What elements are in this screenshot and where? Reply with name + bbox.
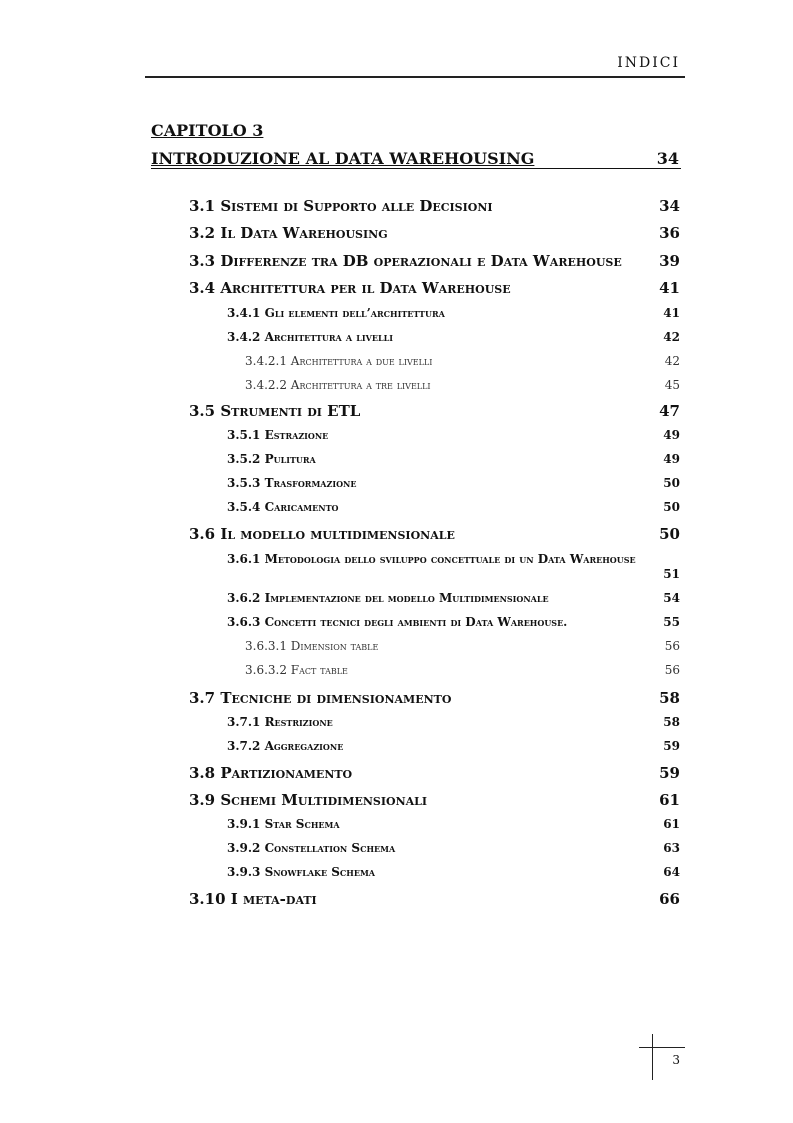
toc-entry-3-4-2[interactable] — [227, 330, 680, 346]
corner-mark-vertical — [652, 1034, 653, 1080]
toc-entry-title: 3.6.1 Metodologia dello sviluppo concettuale di un Data Warehouse — [227, 552, 636, 566]
toc-entry-page: 66 — [659, 890, 680, 908]
toc-entry-page: 47 — [659, 402, 680, 420]
toc-entry-page: 41 — [663, 306, 680, 320]
toc-entry-title: 3.5.4 Caricamento — [227, 500, 339, 514]
toc-entry-3-5-3[interactable] — [227, 476, 680, 492]
toc-entry-page: 41 — [659, 279, 680, 297]
running-head: INDICI — [617, 55, 680, 71]
toc-entry-page: 50 — [663, 476, 680, 490]
toc-entry-title: 3.4.2 Architettura a livelli — [227, 330, 393, 344]
toc-entry-3-6-3[interactable] — [227, 615, 680, 631]
toc-entry-page: 51 — [663, 567, 680, 581]
toc-entry-title: 3.4.2.2 Architettura a tre livelli — [245, 378, 431, 392]
page-number: 3 — [672, 1053, 680, 1067]
toc-entry-page: 58 — [659, 689, 680, 707]
toc-entry-page: 61 — [659, 791, 680, 809]
chapter-title-underline — [151, 168, 681, 169]
toc-entry-page: 42 — [663, 330, 680, 344]
toc-entry-title: 3.6.2 Implementazione del modello Multidimensionale — [227, 591, 549, 605]
toc-entry-3-9-3[interactable] — [227, 865, 680, 881]
toc-entry-3-9[interactable] — [189, 791, 680, 811]
toc-entry-3-6-1[interactable] — [227, 551, 680, 583]
toc-entry-title: 3.4.1 Gli elementi dell’architettura — [227, 306, 445, 320]
toc-entry-title: 3.5.3 Trasformazione — [227, 476, 357, 490]
toc-entry-3-3[interactable] — [189, 252, 680, 272]
chapter-label: CAPITOLO 3 — [151, 121, 264, 140]
toc-entry-title: 3.9.1 Star Schema — [227, 817, 340, 831]
toc-entry-title: 3.7.2 Aggregazione — [227, 739, 344, 753]
toc-entry-title: 3.3 Differenze tra DB operazionali e Data Warehouse — [189, 252, 622, 270]
toc-entry-title: 3.2 Il Data Warehousing — [189, 224, 388, 242]
toc-entry-page: 36 — [659, 224, 680, 242]
toc-entry-page: 59 — [659, 764, 680, 782]
toc-entry-page: 58 — [663, 715, 680, 729]
toc-entry-page: 50 — [663, 500, 680, 514]
toc-entry-page: 64 — [663, 865, 680, 879]
chapter-title-row[interactable] — [151, 149, 681, 171]
toc-entry-page: 56 — [664, 639, 680, 653]
toc-entry-title: 3.5 Strumenti di ETL — [189, 402, 361, 420]
toc-entry-3-5-2[interactable] — [227, 452, 680, 468]
toc-entry-3-4-1[interactable] — [227, 306, 680, 322]
toc-entry-3-4[interactable] — [189, 279, 680, 299]
toc-entry-3-7-1[interactable] — [227, 715, 680, 731]
toc-entry-title: 3.5.2 Pulitura — [227, 452, 316, 466]
toc-entry-title: 3.8 Partizionamento — [189, 764, 353, 782]
toc-entry-title: 3.9.3 Snowflake Schema — [227, 865, 376, 879]
toc-entry-title: 3.7.1 Restrizione — [227, 715, 333, 729]
toc-entry-title: 3.4 Architettura per il Data Warehouse — [189, 279, 511, 297]
toc-entry-page: 42 — [664, 354, 680, 368]
toc-entry-3-4-2-2[interactable] — [245, 378, 680, 394]
toc-entry-3-6-3-1[interactable] — [245, 639, 680, 655]
toc-entry-page: 45 — [664, 378, 680, 392]
toc-entry-title: 3.7 Tecniche di dimensionamento — [189, 689, 452, 707]
toc-entry-title: 3.6.3 Concetti tecnici degli ambienti di Data Warehouse. — [227, 615, 568, 629]
toc-entry-3-7[interactable] — [189, 689, 680, 709]
toc-entry-page: 63 — [663, 841, 680, 855]
toc-entry-3-9-2[interactable] — [227, 841, 680, 857]
toc-entry-page: 49 — [663, 452, 680, 466]
toc-entry-title: 3.6.3.1 Dimension table — [245, 639, 379, 653]
toc-entry-page: 59 — [663, 739, 680, 753]
toc-entry-title: 3.6.3.2 Fact table — [245, 663, 348, 677]
toc-entry-3-4-2-1[interactable] — [245, 354, 680, 370]
toc-entry-title: 3.10 I meta-dati — [189, 890, 317, 908]
toc-entry-page: 39 — [659, 252, 680, 270]
chapter-title: INTRODUZIONE AL DATA WAREHOUSING — [151, 149, 535, 168]
toc-entry-title: 3.5.1 Estrazione — [227, 428, 329, 442]
toc-entry-title: 3.4.2.1 Architettura a due livelli — [245, 354, 433, 368]
toc-entry-3-8[interactable] — [189, 764, 680, 784]
toc-entry-page: 55 — [663, 615, 680, 629]
toc-entry-3-5[interactable] — [189, 402, 680, 422]
toc-entry-title: 3.1 Sistemi di Supporto alle Decisioni — [189, 197, 493, 215]
toc-entry-3-5-4[interactable] — [227, 500, 680, 516]
toc-entry-3-7-2[interactable] — [227, 739, 680, 755]
toc-entry-page: 56 — [664, 663, 680, 677]
toc-entry-3-6-3-2[interactable] — [245, 663, 680, 679]
toc-entry-page: 54 — [663, 591, 680, 605]
toc-entry-3-6[interactable] — [189, 525, 680, 545]
toc-entry-page: 61 — [663, 817, 680, 831]
toc-entry-3-1[interactable] — [189, 197, 680, 217]
toc-entry-3-9-1[interactable] — [227, 817, 680, 833]
toc-entry-3-5-1[interactable] — [227, 428, 680, 444]
toc-entry-page: 34 — [659, 197, 680, 215]
toc-entry-3-10[interactable] — [189, 890, 680, 910]
chapter-page-number: 34 — [656, 149, 679, 168]
toc-entry-page: 49 — [663, 428, 680, 442]
header-rule — [145, 76, 685, 78]
toc-entry-title: 3.9 Schemi Multidimensionali — [189, 791, 428, 809]
toc-entry-page: 50 — [659, 525, 680, 543]
toc-entry-title: 3.9.2 Constellation Schema — [227, 841, 396, 855]
toc-entry-title: 3.6 Il modello multidimensionale — [189, 525, 455, 543]
toc-entry-3-2[interactable] — [189, 224, 680, 244]
corner-mark-horizontal — [639, 1047, 685, 1048]
toc-entry-3-6-2[interactable] — [227, 591, 680, 607]
